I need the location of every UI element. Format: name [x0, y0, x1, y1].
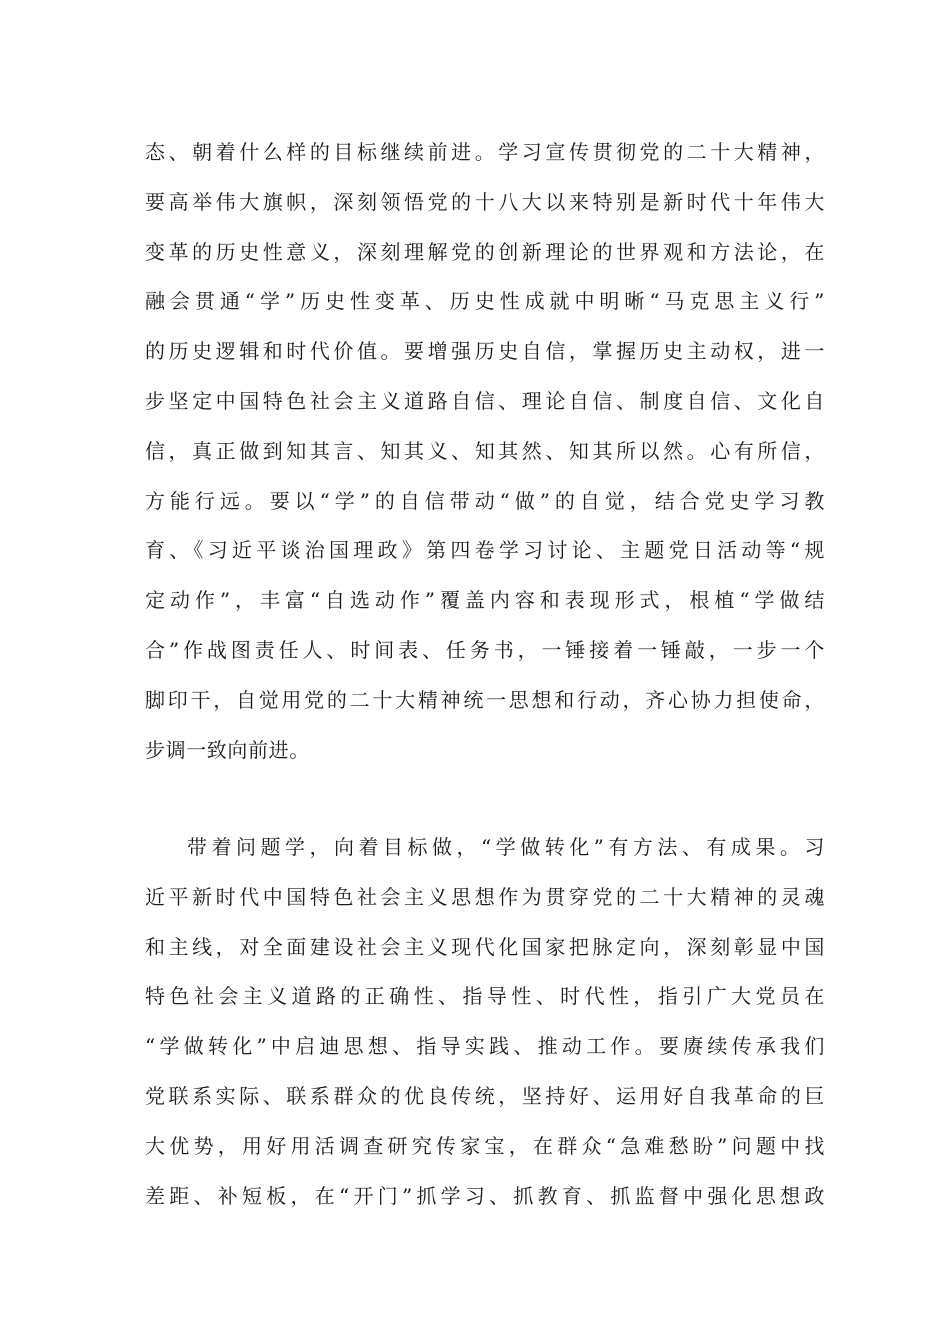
text-line: 融会贯通“学”历史性变革、历史性成就中明晰“马克思主义行” — [145, 289, 825, 314]
text-line: 特色社会主义道路的正确性、指导性、时代性，指引广大党员在 — [145, 984, 825, 1009]
text-line: 近平新时代中国特色社会主义思想作为贯穿党的二十大精神的灵魂 — [145, 884, 825, 909]
paragraph-2 — [145, 828, 825, 1226]
text-line: 和主线，对全面建设社会主义现代化国家把脉定向，深刻彰显中国 — [145, 934, 825, 959]
text-line: 的历史逻辑和时代价值。要增强历史自信，掌握历史主动权，进一 — [145, 339, 825, 364]
text-line: 合”作战图责任人、时间表、任务书，一锤接着一锤敲，一步一个 — [145, 637, 825, 662]
text-line-first-indented: 带着问题学，向着目标做，“学做转化”有方法、有成果。习 — [187, 835, 825, 859]
text-line: 方能行远。要以“学”的自信带动“做”的自觉，结合党史学习教 — [145, 488, 825, 513]
text-line: 变革的历史性意义，深刻理解党的创新理论的世界观和方法论，在 — [145, 239, 825, 264]
text-line: 差距、补短板，在“开门”抓学习、抓教育、抓监督中强化思想政 — [145, 1183, 825, 1208]
text-line: 育、《习近平谈治国理政》第四卷学习讨论、主题党日活动等“规 — [145, 538, 825, 563]
text-line: 态、朝着什么样的目标继续前进。学习宣传贯彻党的二十大精神， — [145, 140, 825, 164]
text-line: “学做转化”中启迪思想、指导实践、推动工作。要赓续传承我们 — [145, 1034, 825, 1059]
text-line: 党联系实际、联系群众的优良传统，坚持好、运用好自我革命的巨 — [145, 1083, 825, 1108]
paragraph-1 — [145, 133, 825, 780]
text-line: 脚印干，自觉用党的二十大精神统一思想和行动，齐心协力担使命， — [145, 687, 825, 712]
text-line: 步坚定中国特色社会主义道路自信、理论自信、制度自信、文化自 — [145, 388, 825, 413]
text-line: 要高举伟大旗帜，深刻领悟党的十八大以来特别是新时代十年伟大 — [145, 189, 825, 214]
text-line-last: 步调一致向前进。 — [145, 737, 310, 762]
text-line: 大优势，用好用活调查研究传家宝，在群众“急难愁盼”问题中找 — [145, 1133, 825, 1158]
text-line: 定动作”，丰富“自选动作”覆盖内容和表现形式，根植“学做结 — [145, 588, 825, 613]
text-line: 信，真正做到知其言、知其义、知其然、知其所以然。心有所信， — [145, 438, 825, 463]
